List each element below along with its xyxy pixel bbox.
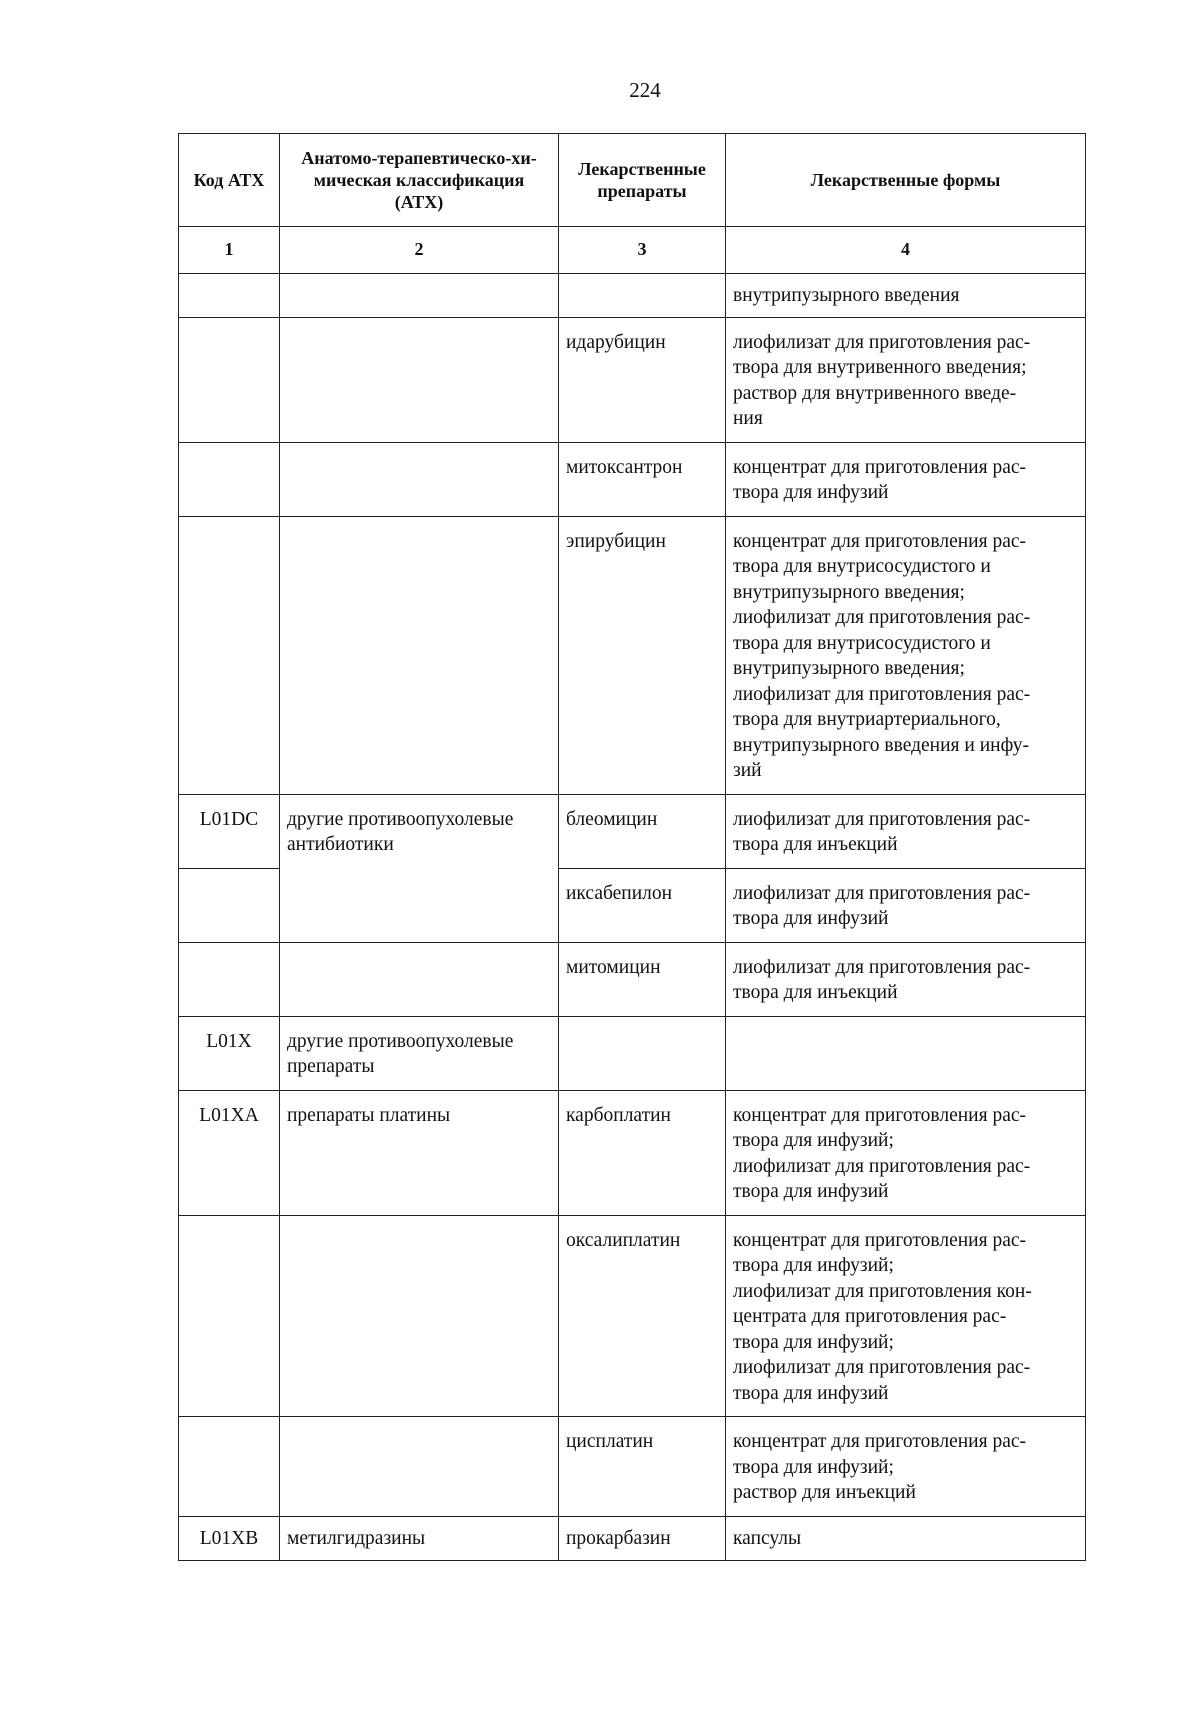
table-row	[179, 942, 1086, 1016]
atx-code-cell	[179, 317, 280, 442]
atx-code-cell: L01XB	[179, 1516, 280, 1560]
header-atx-code: Код АТХ	[179, 134, 280, 227]
classification-cell: другие противоопухолевые антибиотики	[280, 794, 559, 942]
dosage-forms-cell: концентрат для приготовления рас- твора для инфузий; лиофилизат для приготовления рас- твора для инфузий	[726, 1090, 1086, 1215]
table-row	[179, 1215, 1086, 1417]
header-drugs: Лекарственные препараты	[559, 134, 726, 227]
atx-code-cell	[179, 516, 280, 794]
table-row	[179, 442, 1086, 516]
dosage-forms-cell: лиофилизат для приготовления рас- твора для инфузий	[726, 868, 1086, 942]
atx-code-cell	[179, 1417, 280, 1517]
dosage-forms-cell: лиофилизат для приготовления рас- твора для внутривенного введения; раствор для внутривенного введе- ния	[726, 317, 1086, 442]
drug-cell: блеомицин	[559, 794, 726, 868]
drug-cell: эпирубицин	[559, 516, 726, 794]
column-number: 1	[179, 227, 280, 274]
page-number: 224	[629, 78, 661, 102]
drug-cell: оксалиплатин	[559, 1215, 726, 1417]
atx-table	[178, 133, 1086, 1561]
classification-cell	[280, 942, 559, 1016]
table-row	[179, 516, 1086, 794]
classification-cell	[280, 1417, 559, 1517]
dosage-forms-cell	[726, 1016, 1086, 1090]
dosage-forms-cell: концентрат для приготовления рас- твора для внутрисосудистого и внутрипузырного введения; лиофилизат для приготовления рас- твора для внутрисосудистого и внутрипузырного введения; лиофилизат для приготовления рас- твора для внутриартериального, внутрипузырного введения и инфу- зий	[726, 516, 1086, 794]
header-atx-classification: Анатомо-терапевтическо-хи- мическая классификация (АТХ)	[280, 134, 559, 227]
drug-cell	[559, 1016, 726, 1090]
atx-code-cell	[179, 868, 280, 942]
atx-code-cell: L01XA	[179, 1090, 280, 1215]
header-dosage-forms: Лекарственные формы	[726, 134, 1086, 227]
drug-cell: идарубицин	[559, 317, 726, 442]
table-header-row	[179, 134, 1086, 227]
classification-cell	[280, 442, 559, 516]
classification-cell	[280, 1215, 559, 1417]
atx-code-cell: L01DC	[179, 794, 280, 868]
column-number-row	[179, 227, 1086, 274]
table-row	[179, 273, 1086, 317]
drug-cell: митоксантрон	[559, 442, 726, 516]
drug-cell: прокарбазин	[559, 1516, 726, 1560]
drug-cell: митомицин	[559, 942, 726, 1016]
column-number: 3	[559, 227, 726, 274]
drug-cell: карбоплатин	[559, 1090, 726, 1215]
dosage-forms-cell: концентрат для приготовления рас- твора для инфузий; лиофилизат для приготовления кон- центрата для приготовления рас- твора для инфузий; лиофилизат для приготовления рас- твора для инфузий	[726, 1215, 1086, 1417]
drug-cell: иксабепилон	[559, 868, 726, 942]
column-number: 4	[726, 227, 1086, 274]
classification-cell: другие противоопухолевые препараты	[280, 1016, 559, 1090]
drug-cell: цисплатин	[559, 1417, 726, 1517]
classification-cell	[280, 273, 559, 317]
table-row	[179, 1516, 1086, 1560]
table-row	[179, 1090, 1086, 1215]
drug-cell	[559, 273, 726, 317]
table-row	[179, 1016, 1086, 1090]
table-row	[179, 1417, 1086, 1517]
classification-cell: препараты платины	[280, 1090, 559, 1215]
dosage-forms-cell: внутрипузырного введения	[726, 273, 1086, 317]
atx-code-cell	[179, 1215, 280, 1417]
atx-code-cell: L01X	[179, 1016, 280, 1090]
classification-cell: метилгидразины	[280, 1516, 559, 1560]
column-number: 2	[280, 227, 559, 274]
atx-code-cell	[179, 273, 280, 317]
classification-cell	[280, 516, 559, 794]
atx-code-cell	[179, 942, 280, 1016]
atx-code-cell	[179, 442, 280, 516]
dosage-forms-cell: капсулы	[726, 1516, 1086, 1560]
dosage-forms-cell: лиофилизат для приготовления рас- твора для инъекций	[726, 794, 1086, 868]
table-row	[179, 794, 1086, 868]
table-row	[179, 317, 1086, 442]
dosage-forms-cell: концентрат для приготовления рас- твора для инфузий; раствор для инъекций	[726, 1417, 1086, 1517]
dosage-forms-cell: лиофилизат для приготовления рас- твора для инъекций	[726, 942, 1086, 1016]
dosage-forms-cell: концентрат для приготовления рас- твора для инфузий	[726, 442, 1086, 516]
classification-cell	[280, 317, 559, 442]
